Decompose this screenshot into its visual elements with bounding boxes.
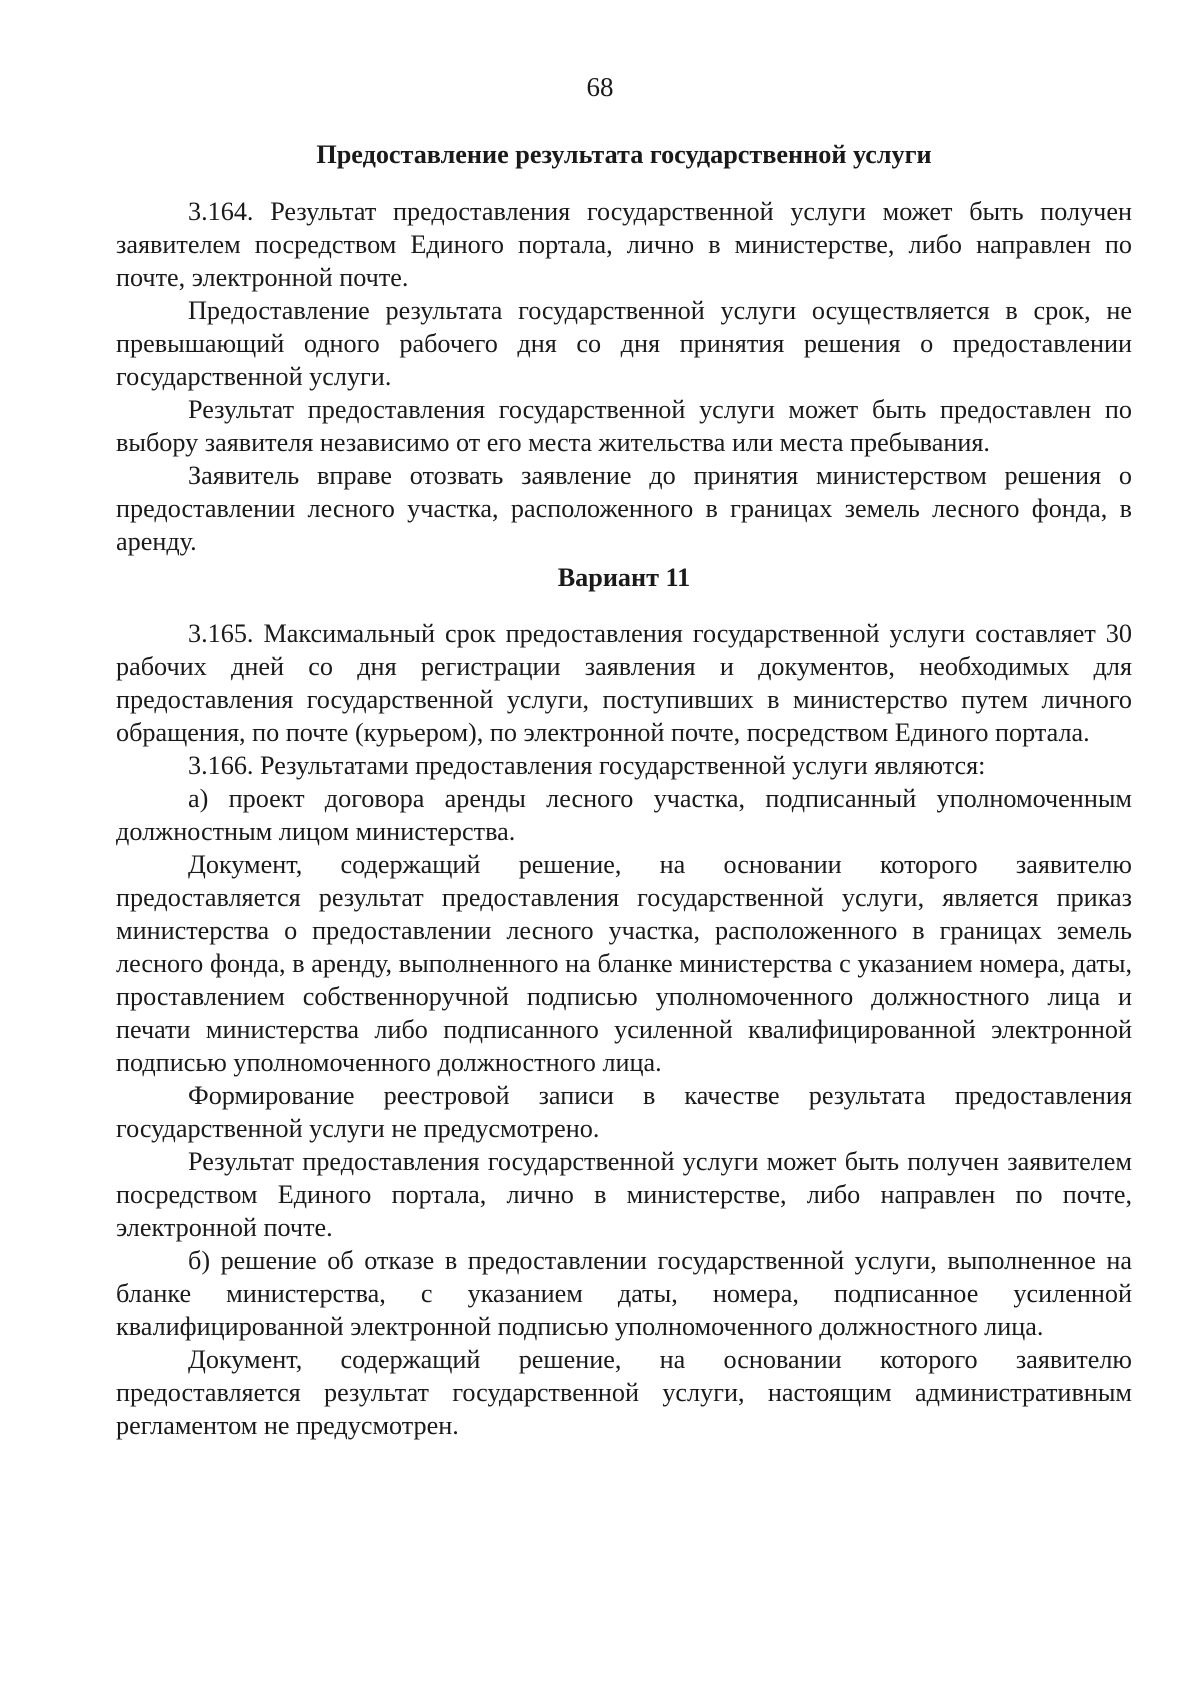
paragraph-result-receipt: Результат предоставления государственной услуги может быть получен заявителем посредством Единого портала, лично в министерстве, либо направлен по почте, электронной почте. (116, 1147, 1132, 1242)
paragraph-decision-document: Документ, содержащий решение, на основании которого заявителю предоставляется результат предоставления государственной услуги, является приказ министерства о предоставлении лесного участка, расположенного в границах земель лесного фонда, в аренду, выполненного на бланке министерства с указанием номера, даты, проставлением собственноручной подписью уполномоченного должностного лица и печати министерства либо подписанного усиленной квалифицированной электронной подписью уполномоченного должностного лица. (116, 850, 1132, 1077)
paragraph-withdraw-application: Заявитель вправе отозвать заявление до принятия министерством решения о предоставлении лесного участка, расположенного в границах земель лесного фонда, в аренду. (116, 461, 1132, 556)
paragraph-3-164: 3.164. Результат предоставления государственной услуги может быть получен заявителем посредством Единого портала, лично в министерстве, либо направлен по почте, электронной почте. (116, 197, 1132, 292)
section-heading: Предоставление результата государственной услуги (316, 140, 932, 169)
document-body (116, 138, 1132, 1442)
paragraph-no-decision-document: Документ, содержащий решение, на основании которого заявителю предоставляется результат государственной услуги, настоящим административным регламентом не предусмотрен. (116, 1345, 1132, 1440)
paragraph-result-choice: Результат предоставления государственной услуги может быть предоставлен по выбору заявителя независимо от его места жительства или места пребывания. (116, 395, 1132, 457)
paragraph-registry-record: Формирование реестровой записи в качестве результата предоставления государственной услуги не предусмотрено. (116, 1081, 1132, 1143)
variant-heading: Вариант 11 (557, 563, 691, 592)
paragraph-item-b: б) решение об отказе в предоставлении государственной услуги, выполненное на бланке министерства, с указанием даты, номера, подписанное усиленной квалифицированной электронной подписью уполномоченного должностного лица. (116, 1246, 1132, 1341)
paragraph-item-a: а) проект договора аренды лесного участка, подписанный уполномоченным должностным лицом министерства. (116, 784, 1132, 846)
paragraph-3-165: 3.165. Максимальный срок предоставления государственной услуги составляет 30 рабочих дней со дня регистрации заявления и документов, необходимых для предоставления государственной услуги, поступивших в министерство путем личного обращения, по почте (курьером), по электронной почте, посредством Единого портала. (116, 619, 1132, 747)
paragraph-result-term: Предоставление результата государственной услуги осуществляется в срок, не превышающий одного рабочего дня со дня принятия решения о предоставлении государственной услуги. (116, 296, 1132, 391)
page-number: 68 (586, 72, 614, 102)
paragraph-3-166: 3.166. Результатами предоставления государственной услуги являются: (188, 751, 986, 780)
